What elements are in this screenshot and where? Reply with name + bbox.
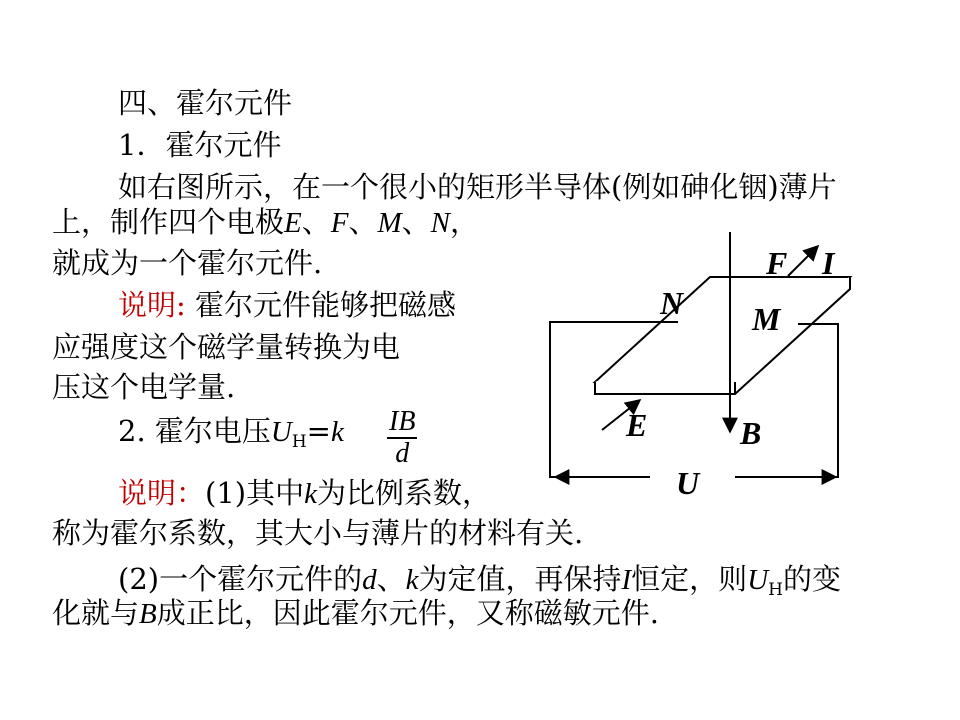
var-U: U (270, 416, 292, 448)
sep: 、 (401, 205, 431, 239)
note1-text: 霍尔元件能够把磁感 (185, 288, 456, 322)
sub-H: H (291, 432, 307, 452)
t: 的变 (782, 562, 841, 596)
var-F: F (330, 207, 349, 239)
note-label: 说明： (118, 476, 206, 510)
t: 化就与 (52, 596, 140, 630)
label-B: B (740, 415, 762, 451)
var-k: k (330, 416, 344, 448)
label-F: F (766, 245, 788, 281)
var-k: k (304, 478, 317, 510)
wire-right (798, 324, 838, 477)
note2-line1 (118, 476, 491, 511)
var-M: M (377, 207, 402, 239)
var-N: N (430, 207, 451, 239)
sub-H: H (768, 580, 783, 600)
section1-title: 1．霍尔元件 (118, 128, 282, 162)
note1-line1 (118, 288, 456, 322)
var-B: B (139, 598, 157, 630)
note2-line4 (52, 596, 659, 631)
comma: ， (450, 205, 480, 239)
section2-title (118, 414, 344, 459)
note2-text2: 为比例系数， (316, 476, 491, 510)
var-k: k (405, 564, 419, 596)
page-heading: 四、霍尔元件 (118, 86, 293, 120)
label-N: N (660, 285, 684, 321)
label-U: U (676, 465, 700, 500)
para1-line3: 就成为一个霍尔元件. (52, 246, 323, 280)
hall-element-diagram (540, 232, 860, 500)
para1-line1: 如右图所示，在一个很小的矩形半导体(例如砷化铟)薄片 (118, 170, 837, 204)
note1-line2: 应强度这个磁学量转换为电 (52, 330, 401, 364)
equals: = (306, 414, 331, 448)
t: 为定值，再保持 (418, 562, 622, 596)
note1-line3: 压这个电学量. (52, 370, 236, 404)
hall-fraction (387, 407, 417, 469)
fraction-denominator: d (395, 438, 410, 469)
label-E: E (626, 407, 648, 443)
var-I: I (621, 564, 632, 596)
var-E: E (284, 207, 302, 239)
label-M: M (752, 301, 781, 337)
note2-line2: 称为霍尔系数，其大小与薄片的材料有关. (52, 516, 584, 550)
para1-line2 (52, 205, 479, 240)
note2-text: (1)其中 (205, 476, 305, 510)
var-U: U (747, 564, 769, 596)
sep: 、 (348, 205, 378, 239)
var-d: d (362, 564, 377, 596)
label-I: I (822, 245, 835, 281)
fraction-numerator: IB (389, 406, 416, 437)
sep: 、 (301, 205, 331, 239)
para1-line2-text: 上，制作四个电极 (52, 205, 285, 239)
t: 恒定，则 (631, 562, 748, 596)
t: (2)一个霍尔元件的 (118, 562, 363, 596)
t: 成正比，因此霍尔元件，又称磁敏元件. (156, 596, 659, 630)
sep: 、 (376, 562, 406, 596)
current-arrow-i (788, 246, 818, 276)
note-label: 说明: (118, 288, 186, 322)
section2-title-text: 2. 霍尔电压 (118, 414, 271, 448)
